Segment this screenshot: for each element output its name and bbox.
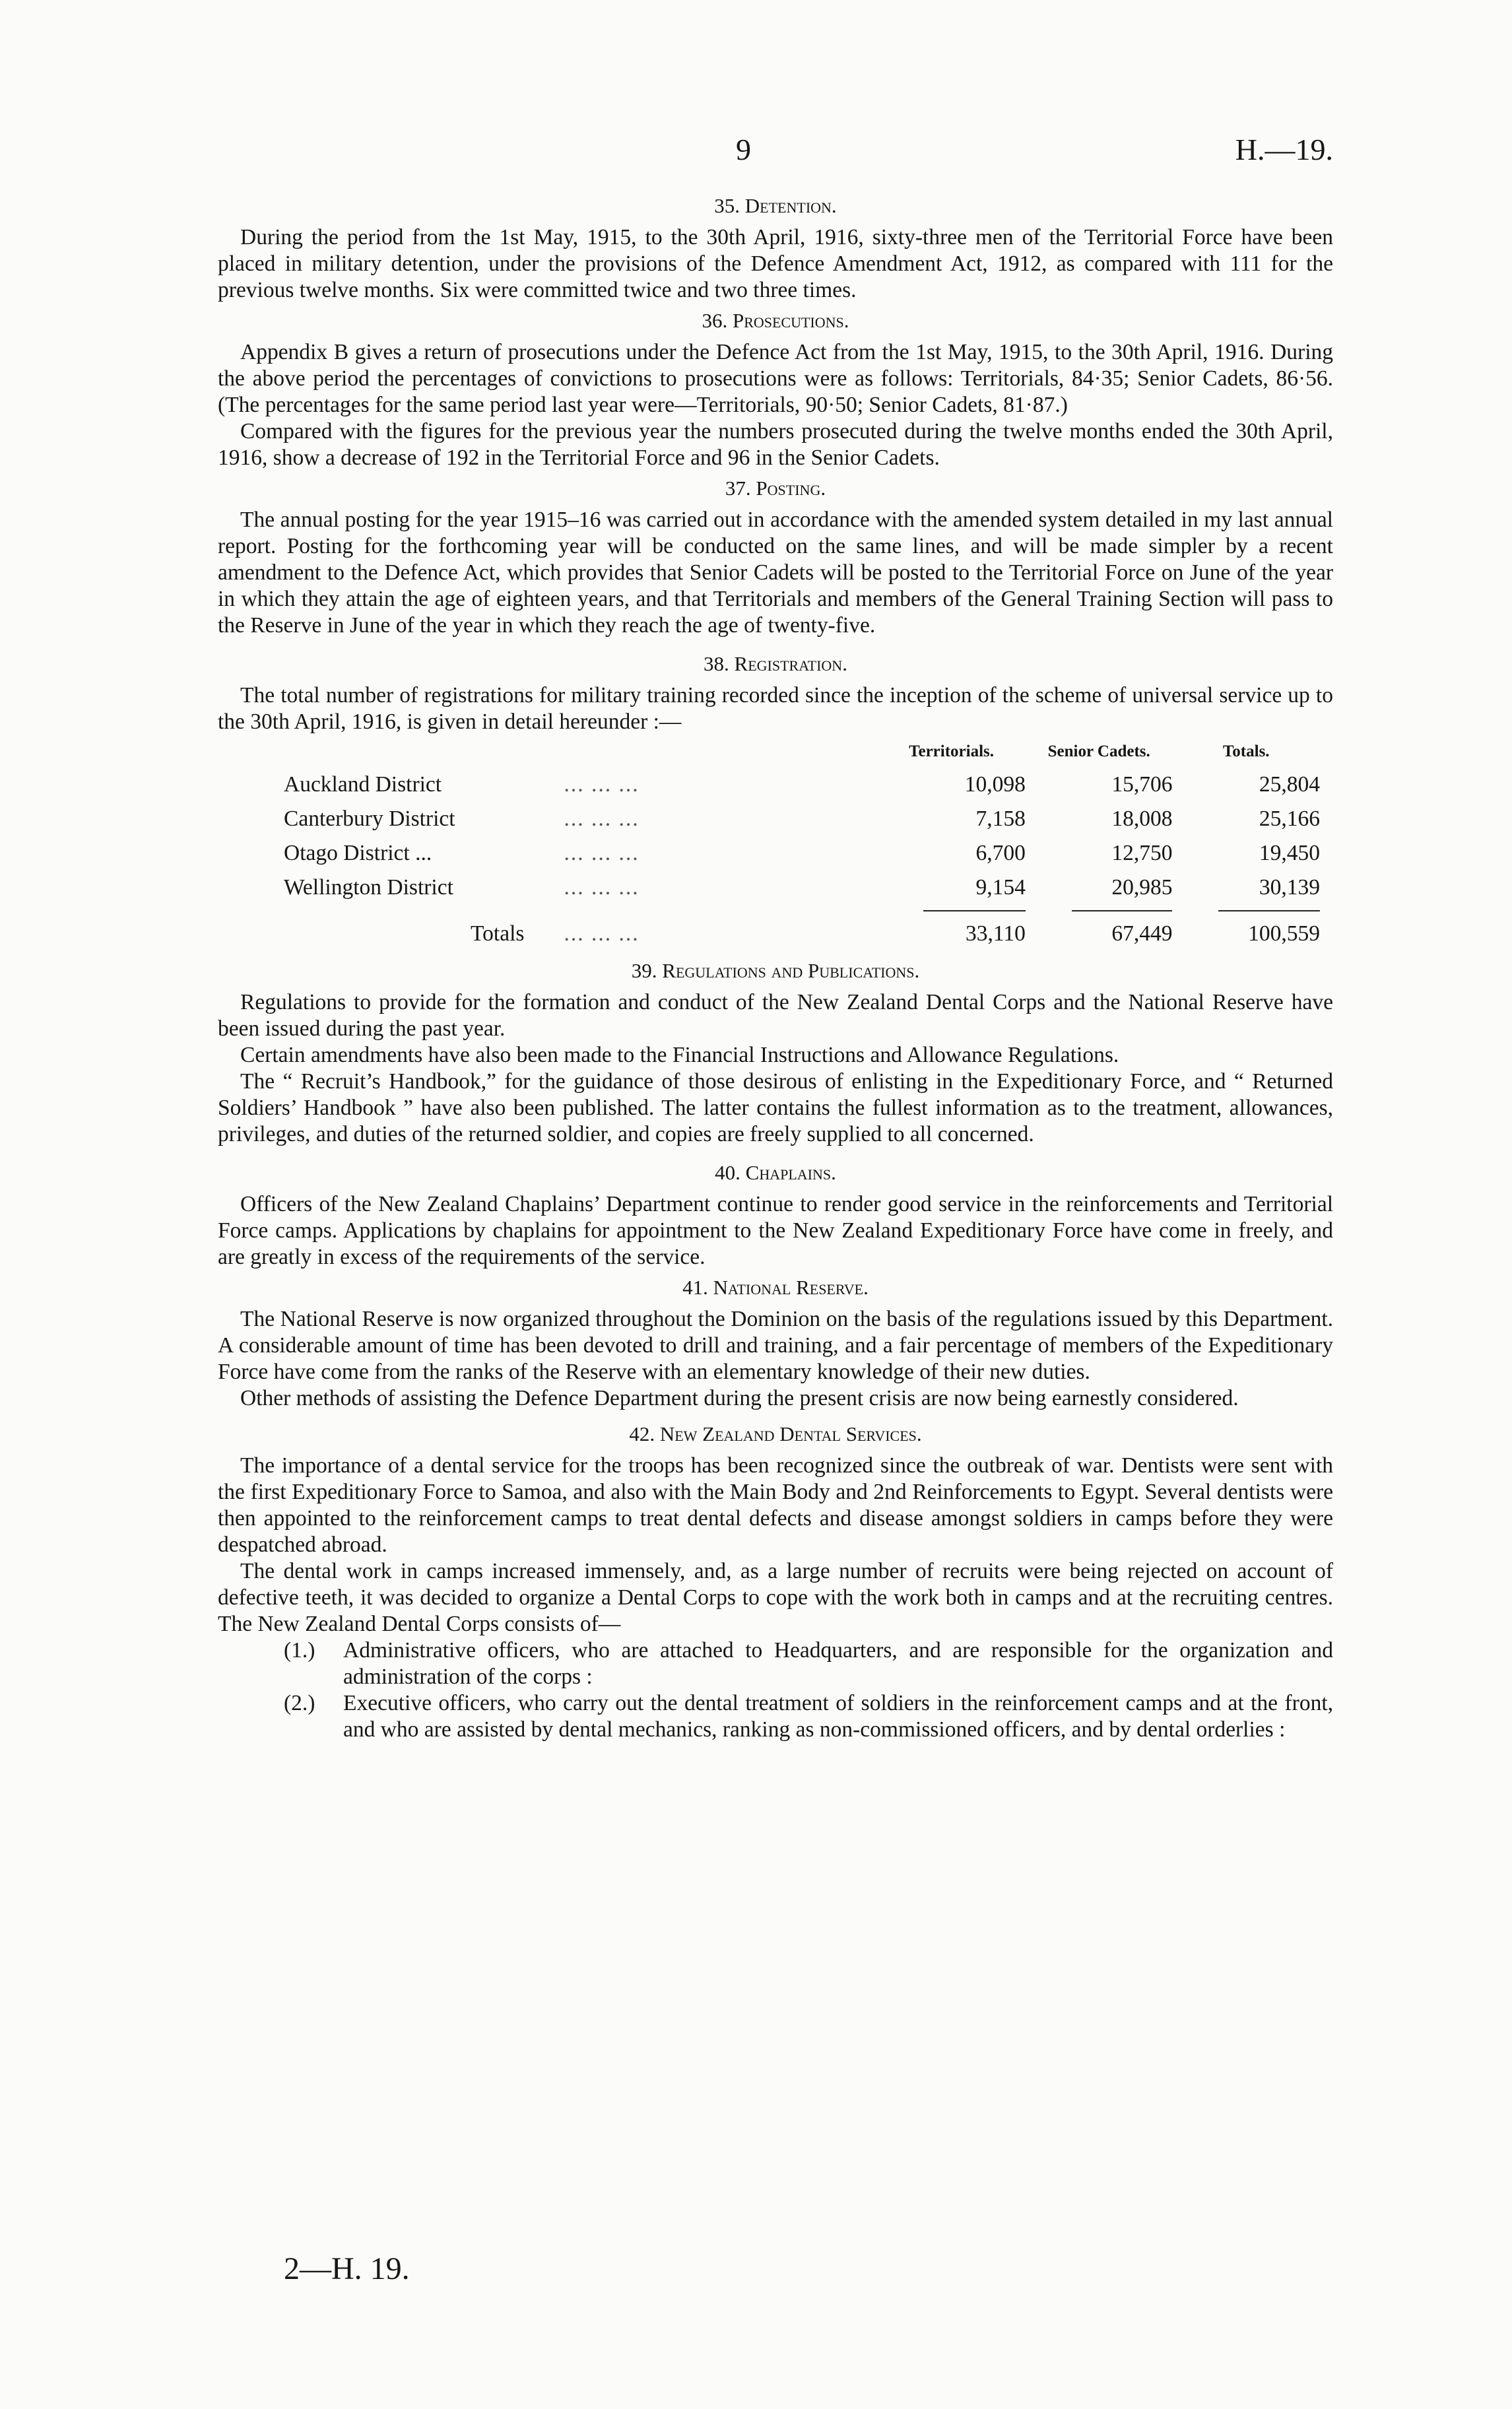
- paragraph: During the period from the 1st May, 1915, to the 30th April, 1916, sixty-three men of the Territorial Force have been placed in military detention, under the provisions of the Defence Amendment Act, 1912, as compared with 111 for the previous twelve months. Six were committed twice and two three times.: [218, 225, 1333, 302]
- paragraph: The dental work in camps increased immensely, and, as a large number of recruits were being rejected on account of defective teeth, it was decided to organize a Dental Corps to cope with the work both in camps and at the recruiting centres. The New Zealand Dental Corps consists of—: [218, 1559, 1333, 1636]
- table-rule: [284, 905, 1320, 917]
- table-total-row: Totals ... ... ... 33,110 67,449 100,559: [471, 921, 1320, 946]
- section-heading-42: 42. New Zealand Dental Services.: [629, 1422, 922, 1445]
- section-heading-37: 37. Posting.: [725, 477, 826, 500]
- section-heading-35: 35. Detention.: [714, 194, 837, 217]
- paragraph: Other methods of assisting the Defence Department during the present crisis are now being earnestly considered.: [240, 1386, 1239, 1410]
- list-item: (2.) Executive officers, who carry out the dental treatment of soldiers in the reinforcement camps and at the front, and who are assisted by dental mechanics, ranking as non-commissioned officers, and by dental orderlies :: [284, 1691, 1333, 1742]
- registration-table: [284, 742, 1320, 951]
- paragraph: Compared with the figures for the previous year the numbers prosecuted during the twelve months ended the 30th April, 1916, show a decrease of 192 in the Territorial Force and 96 in the Senior Cadets.: [218, 419, 1333, 470]
- table-row: Auckland District ... ... ... 10,098 15,706 25,804: [284, 772, 1320, 797]
- paragraph: The National Reserve is now organized throughout the Dominion on the basis of the regulations issued by this Department. A considerable amount of time has been devoted to drill and training, and a fair percentage of members of the Expeditionary Force have come from the ranks of the Reserve with an elementary knowledge of their new duties.: [218, 1307, 1333, 1384]
- numbered-list: [284, 1637, 1333, 1743]
- section-heading-40: 40. Chaplains.: [715, 1161, 836, 1184]
- column-header-senior-cadets: Senior Cadets.: [1047, 742, 1150, 760]
- section-heading-36: 36. Prosecutions.: [702, 309, 849, 332]
- document-body: [218, 189, 1333, 1743]
- paragraph: The annual posting for the year 1915–16 was carried out in accordance with the amended system detailed in my last annual report. Posting for the forthcoming year will be conducted on the same lines, and will be made simpler by a recent amendment to the Defence Act, which provides that Senior Cadets will be posted to the Territorial Force on June of the year in which they attain the age of eighteen years, and that Territorials and members of the General Training Section will pass to the Reserve in June of the year in which they reach the age of twenty-five.: [218, 508, 1333, 638]
- section-heading-41: 41. National Reserve.: [682, 1276, 869, 1299]
- section-heading-39: 39. Regulations and Publications.: [631, 959, 920, 982]
- paragraph: Officers of the New Zealand Chaplains’ Department continue to render good service in the reinforcements and Territorial Force camps. Applications by chaplains for appointment to the New Zealand Expeditionary Force have come in freely, and are greatly in excess of the requirements of the service.: [218, 1192, 1333, 1269]
- table-row: Canterbury District ... ... ... 7,158 18,008 25,166: [284, 807, 1320, 831]
- list-item: (1.) Administrative officers, who are attached to Headquarters, and are responsible for the organization and administration of the corps :: [284, 1638, 1333, 1689]
- paragraph: Certain amendments have also been made to the Financial Instructions and Allowance Regulations.: [240, 1043, 1119, 1067]
- paragraph: The “ Recruit’s Handbook,” for the guidance of those desirous of enlisting in the Expeditionary Force, and “ Returned Soldiers’ Handbook ” have also been published. The latter contains the fullest information as to the treatment, allowances, privileges, and duties of the returned soldier, and copies are freely supplied to all concerned.: [218, 1069, 1333, 1146]
- column-header-totals: Totals.: [1222, 742, 1270, 760]
- paragraph: Appendix B gives a return of prosecutions under the Defence Act from the 1st May, 1915, to the 30th April, 1916. During the above period the percentages of convictions to prosecutions were as follows: Territorials, 84·35; Senior Cadets, 86·56. (The percentages for the same period last year were—Territorials, 90·50; Senior Cadets, 81·87.): [218, 340, 1333, 417]
- footer-signature: 2—H. 19.: [284, 2251, 410, 2286]
- document-reference: H.—19.: [1235, 133, 1333, 166]
- section-heading-38: 38. Registration.: [704, 652, 847, 675]
- table-row: Otago District ... ... ... ... 6,700 12,750 19,450: [284, 841, 1320, 865]
- paragraph: Regulations to provide for the formation and conduct of the New Zealand Dental Corps and the National Reserve have been issued during the past year.: [218, 990, 1333, 1041]
- table-row: Wellington District ... ... ... 9,154 20,985 30,139: [284, 875, 1320, 900]
- column-header-territorials: Territorials.: [909, 742, 995, 760]
- paragraph: The total number of registrations for military training recorded since the inception of the scheme of universal service up to the 30th April, 1916, is given in detail hereunder :—: [218, 683, 1333, 734]
- paragraph: The importance of a dental service for the troops has been recognized since the outbreak of war. Dentists were sent with the first Expeditionary Force to Samoa, and also with the Main Body and 2nd Reinforcements to Egypt. Several dentists were then appointed to the reinforcement camps to treat dental defects and disease amongst soldiers in camps before they were despatched abroad.: [218, 1453, 1333, 1557]
- page-number: 9: [736, 133, 751, 166]
